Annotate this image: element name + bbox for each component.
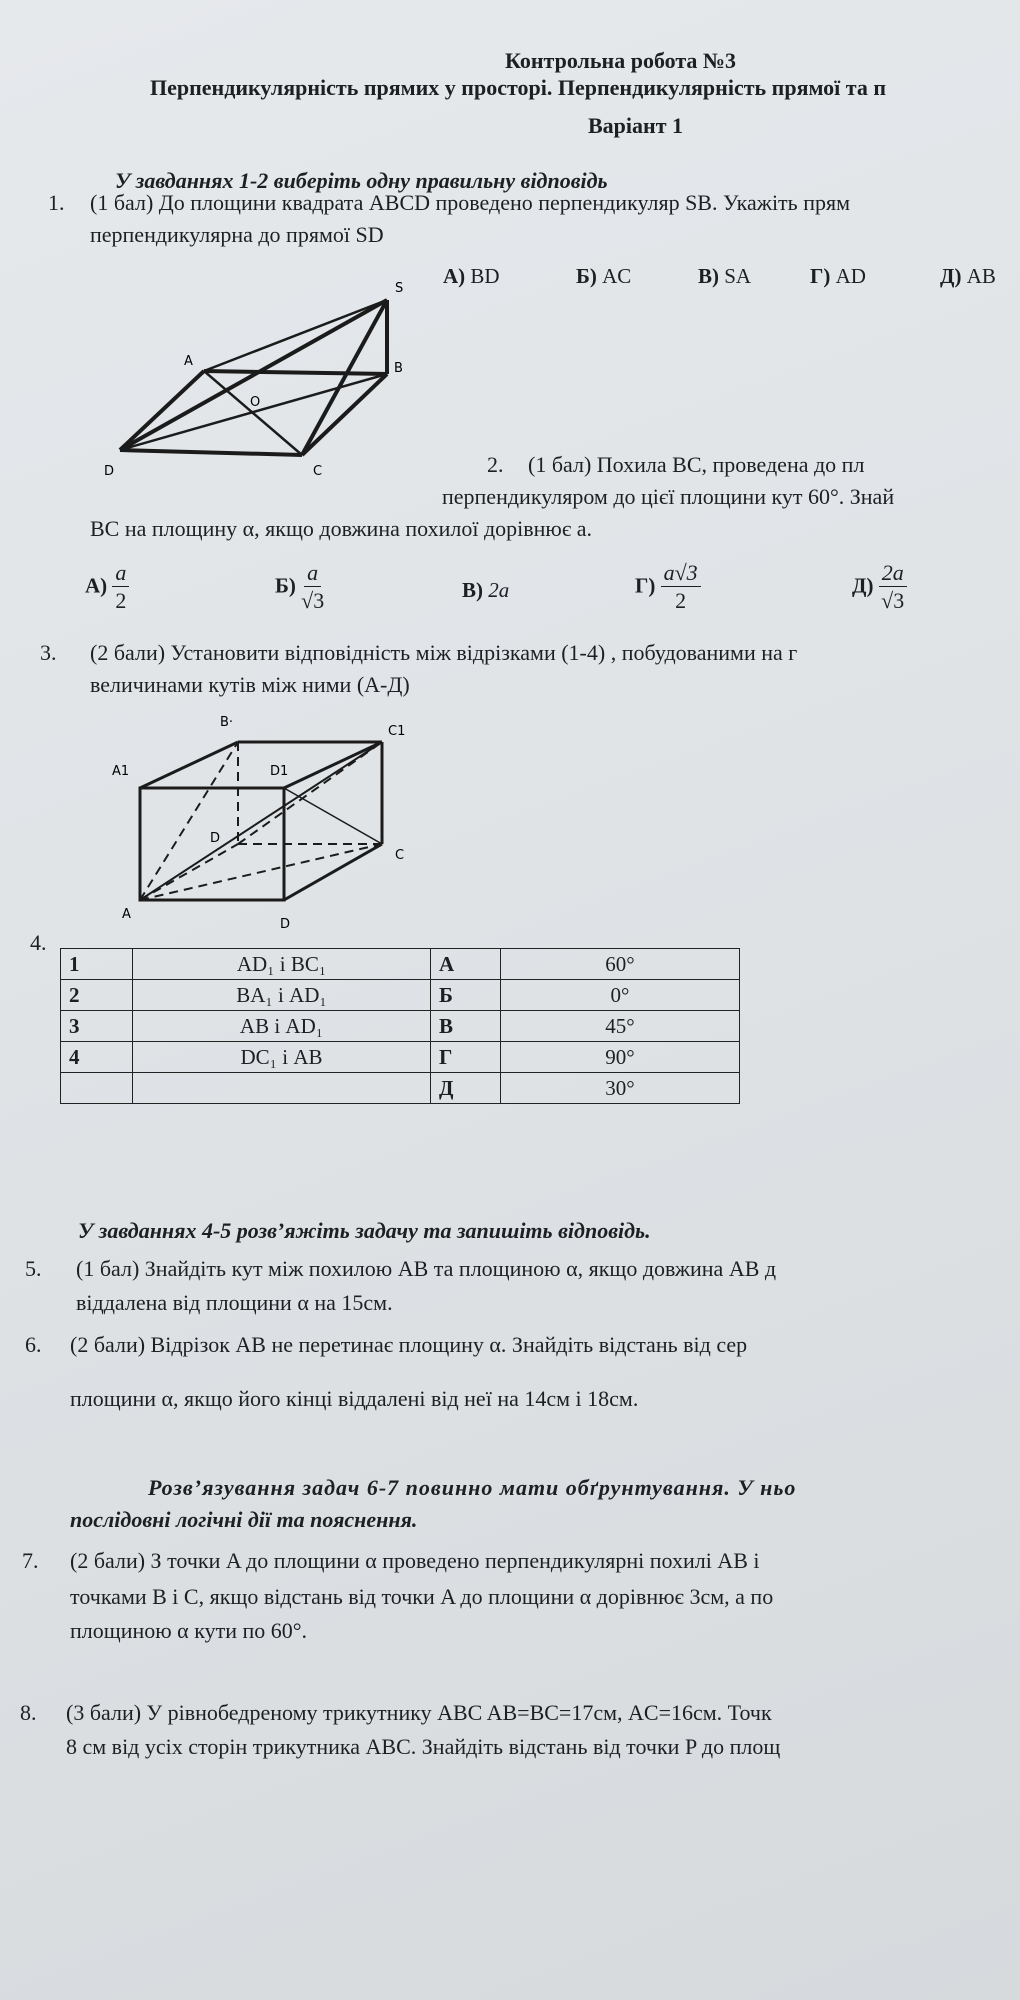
task2-number: 2.	[487, 452, 504, 477]
task2-option-a: А) $\frac{a}{2}$	[85, 560, 129, 615]
task3-line2: величинами кутів між ними (А-Д)	[90, 672, 410, 697]
section1-instruction: У завданнях 1-2 виберіть одну правильну відповідь	[115, 168, 608, 193]
task2-option-c: В) 2a	[462, 578, 510, 602]
task6-line1: (2 бали) Відрізок AB не перетинає площину α. Знайдіть відстань від сер	[70, 1332, 748, 1357]
task4-label: 4.	[30, 930, 47, 955]
task8-line1: (3 бали) У рівнобедреному трикутнику ABC AB=BC=17см, AC=16см. Точк	[66, 1700, 772, 1725]
fig3-label-dback: D	[210, 831, 221, 846]
fig3-label-a: A	[122, 907, 131, 922]
table-row	[61, 980, 740, 1011]
task2-option-e: Д) $\frac{2a}{√3}$	[852, 560, 907, 615]
segment-pair: DC₁ і AB	[133, 1042, 431, 1073]
segment-pair: AD₁ і BC₁	[133, 949, 431, 980]
fig3-label-c: C	[395, 848, 405, 863]
task2-option-d: Г) $\frac{a√3}{2}$	[635, 560, 701, 615]
angle-value: 0°	[501, 980, 740, 1011]
answer-letter: В	[431, 1011, 501, 1042]
fig1-label-s: S	[395, 281, 404, 296]
task7-line3: площиною α кути по 60°.	[70, 1618, 308, 1643]
fig1-label-d: D	[104, 464, 115, 479]
task7-line1: (2 бали) З точки A до площини α проведено перпендикулярні похилі AB і	[70, 1548, 760, 1573]
task6-line2: площини α, якщо його кінці віддалені від неї на 14см і 18см.	[70, 1386, 639, 1411]
table-row	[61, 1011, 740, 1042]
angle-value: 45°	[501, 1011, 740, 1042]
row-number	[61, 1073, 133, 1104]
table-row	[61, 1073, 740, 1104]
fig1-label-c: C	[313, 464, 323, 479]
pyramid-figure	[100, 275, 420, 495]
task8-number: 8.	[20, 1700, 37, 1725]
answer-letter: Г	[431, 1042, 501, 1073]
segment-pair: BA₁ і AD₁	[133, 980, 431, 1011]
task5-number: 5.	[25, 1256, 42, 1281]
fig3-label-d: D	[280, 917, 291, 932]
task5-line1: (1 бал) Знайдіть кут між похилою AB та площиною α, якщо довжина AB д	[76, 1256, 777, 1281]
fig3-label-d1: D1	[270, 764, 289, 779]
segment-pair: AB і AD₁	[133, 1011, 431, 1042]
angle-value: 30°	[501, 1073, 740, 1104]
task1-option-d: Г) AD	[810, 264, 866, 288]
doc-title: Контрольна робота №3	[505, 48, 737, 73]
task2-line1: (1 бал) Похила BC, проведена до пл	[528, 452, 865, 477]
task1-option-b: Б) AC	[576, 264, 632, 288]
row-number: 2	[61, 980, 133, 1011]
segment-pair	[133, 1073, 431, 1104]
row-number: 3	[61, 1011, 133, 1042]
task7-number: 7.	[22, 1548, 39, 1573]
fig3-label-c1: C1	[388, 724, 406, 739]
task1-line2: перпендикулярна до прямої SD	[90, 222, 384, 247]
answer-letter: А	[431, 949, 501, 980]
matching-table	[60, 948, 740, 1104]
task7-line2: точками B і C, якщо відстань від точки A до площини α дорівнює 3см, а по	[70, 1584, 774, 1609]
fig1-label-o: O	[250, 395, 261, 410]
task2-option-b: Б) $\frac{a}{√3}$	[275, 560, 325, 613]
task8-line2: 8 см від усіх сторін трикутника ABC. Знайдіть відстань від точки P до площ	[66, 1734, 781, 1759]
answer-letter: Б	[431, 980, 501, 1011]
task1-number: 1.	[48, 190, 65, 215]
table-row	[61, 949, 740, 980]
table-row	[61, 1042, 740, 1073]
task1-line1: (1 бал) До площини квадрата ABCD проведено перпендикуляр SB. Укажіть прям	[90, 190, 851, 215]
row-number: 1	[61, 949, 133, 980]
answer-letter: Д	[431, 1073, 501, 1104]
task3-line1: (2 бали) Установити відповідність між відрізками (1-4) , побудованими на г	[90, 640, 798, 665]
section3-line2: послідовні логічні дії та пояснення.	[70, 1507, 418, 1532]
angle-value: 60°	[501, 949, 740, 980]
task2-line2: перпендикуляром до цієї площини кут 60°. Знай	[442, 484, 895, 509]
fig1-label-a: A	[184, 354, 193, 369]
cube-figure	[110, 710, 430, 950]
task6-number: 6.	[25, 1332, 42, 1357]
row-number: 4	[61, 1042, 133, 1073]
task1-option-e: Д) AB	[940, 264, 996, 288]
task1-option-a: А) BD	[443, 264, 500, 288]
fig3-label-b: B·	[220, 715, 234, 730]
section2-instruction: У завданнях 4-5 розв’яжіть задачу та запишіть відповідь.	[78, 1218, 651, 1243]
section3-line1: Розв’язування задач 6-7 повинно мати обґрунтування. У ньо	[148, 1475, 797, 1500]
fig1-label-b: B	[394, 361, 403, 376]
variant-label: Варіант 1	[588, 113, 684, 138]
angle-value: 90°	[501, 1042, 740, 1073]
task3-number: 3.	[40, 640, 57, 665]
task1-option-c: В) SA	[698, 264, 752, 288]
fig3-label-a1: A1	[112, 764, 130, 779]
doc-subtitle: Перпендикулярність прямих у просторі. Перпендикулярність прямої та п	[150, 75, 887, 100]
task2-line3: BC на площину α, якщо довжина похилої дорівнює a.	[90, 516, 593, 541]
task5-line2: віддалена від площини α на 15см.	[76, 1290, 393, 1315]
